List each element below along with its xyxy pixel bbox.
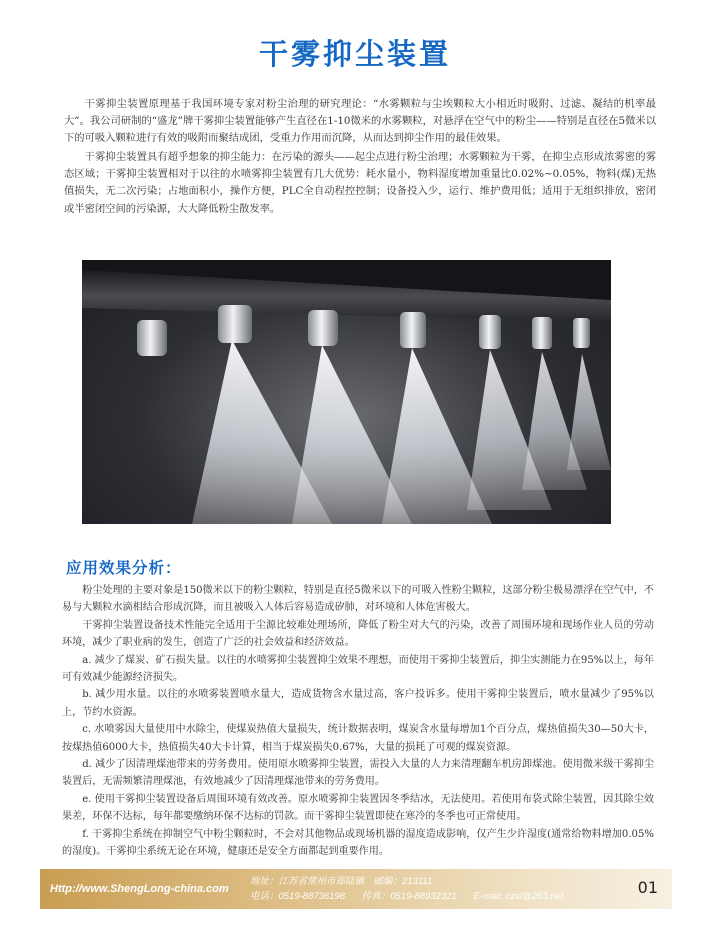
paragraph: 粉尘处理的主要对象是150微米以下的粉尘颗粒，特别是直径5微米以下的可吸入性粉尘颗粒，这部分粉尘极易漂浮在空气中，不易与大颗粒水滴相结合形成沉降，而且被吸入人体后容易造成矽肺，对环境和人体危害极大。 <box>62 585 654 614</box>
paragraph: 干雾抑尘装置设备技术性能完全适用于尘源比较难处理场所，降低了粉尘对大气的污染，改善了周围环境和现场作业人员的劳动环境，减少了职业病的发生，创造了广泛的社会效益和经济效益。 <box>62 619 654 649</box>
analysis-body <box>62 582 654 861</box>
footer-phone: 电话：0519-88736198 <box>250 891 346 902</box>
website-link[interactable]: Http://www.ShengLong-china.com <box>50 883 229 895</box>
paragraph: b. 减少用水量。以往的水喷雾装置喷水量大，造成货物含水量过高，客户投诉多。使用干雾抑尘装置后，喷水量减少了95%以上，节约水资源。 <box>62 689 654 718</box>
section-title: 应用效果分析： <box>66 559 182 577</box>
paragraph: d. 减少了因清理煤池带来的劳务费用。使用原水喷雾抑尘装置，需投入大量的人力来清理翻车机房卸煤池。使用微米级干雾抑尘装置后，无需频繁清理煤池，有效地减少了因清理煤池带来的劳务费用。 <box>62 759 654 788</box>
paragraph: e. 使用干雾抑尘装置设备后周围环境有效改善。原水喷雾抑尘装置因冬季结冰，无法使用。若使用布袋式除尘装置，因其除尘效果差，环保不达标，每年都要缴纳环保不达标的罚款。而干雾抑尘装置即使在寒冷的冬季也可正常使用。 <box>62 793 654 823</box>
paragraph: f. 干雾抑尘系统在抑制空气中粉尘颗粒时，不会对其他物品或现场机器的湿度造成影响，仅产生少许湿度(通常给物料增加0.05%的湿度)。干雾抑尘系统无论在环境，健康还是安全方面都起到重要作用。 <box>62 828 654 858</box>
footer-address: 地址：江苏省常州市郑陆镇 邮编：213111 <box>250 876 433 887</box>
footer-fax: 传真：0519-88932321 <box>361 891 457 902</box>
intro-text: 干雾抑尘装置具有超乎想象的抑尘能力：在污染的源头——起尘点进行粉尘治理；水雾颗粒为干雾，在抑尘点形成浓雾密的雾态区域；干雾抑尘装置相对于以往的水喷雾抑尘装置有几大优势：耗水量小，物料湿度增加重量比0.02%~0.05%，物料(煤)无热值损失，无二次污染；占地面积小，操作方便，PLC全自动程控控制；设备投入少，运行、维护费用低；适用于无组织排放，密闭或半密闭空间的污染源，大大降低粉尘散发率。 <box>64 151 656 215</box>
footer-email[interactable]: E-mail: czsl@263.net <box>473 891 564 902</box>
page-title: 干雾抑尘装置 <box>258 37 451 71</box>
intro-paragraph-1 <box>64 96 656 148</box>
intro-paragraph-2 <box>64 149 656 218</box>
footer-bar <box>40 869 672 909</box>
spray-nozzle-photo <box>82 260 611 524</box>
paragraph: a. 减少了煤炭、矿石损失量。以往的水喷雾抑尘装置抑尘效果不理想，而使用干雾抑尘装置后，抑尘实测能力在95%以上，每年可有效减少能源经济损失。 <box>62 654 654 684</box>
intro-text: 干雾抑尘装置原理基于我国环境专家对粉尘治理的研究理论：“水雾颗粒与尘埃颗粒大小相近时吸附、过滤、凝结的机率最大”。我公司研制的“盛龙”牌干雾抑尘装置能够产生直径在1-10微米的水雾颗粒，对悬浮在空气中的粉尘——特别是直径在5微米以下的可吸入颗粒进行有效的吸附而聚结成团，受重力作用而沉降，从而达到抑尘作用的最佳效果。 <box>64 98 656 145</box>
footer-contacts <box>250 888 577 902</box>
paragraph: c. 水喷雾因大量使用中水除尘，使煤炭热值大量损失，统计数据表明，煤炭含水量每增加1个百分点，煤热值损失30—50大卡，按煤热值6000大卡，热值损失40大卡计算，相当于煤炭损失0.67%，大量的损耗了可观的煤炭资源。 <box>62 724 654 753</box>
page-number: 01 <box>637 878 658 897</box>
